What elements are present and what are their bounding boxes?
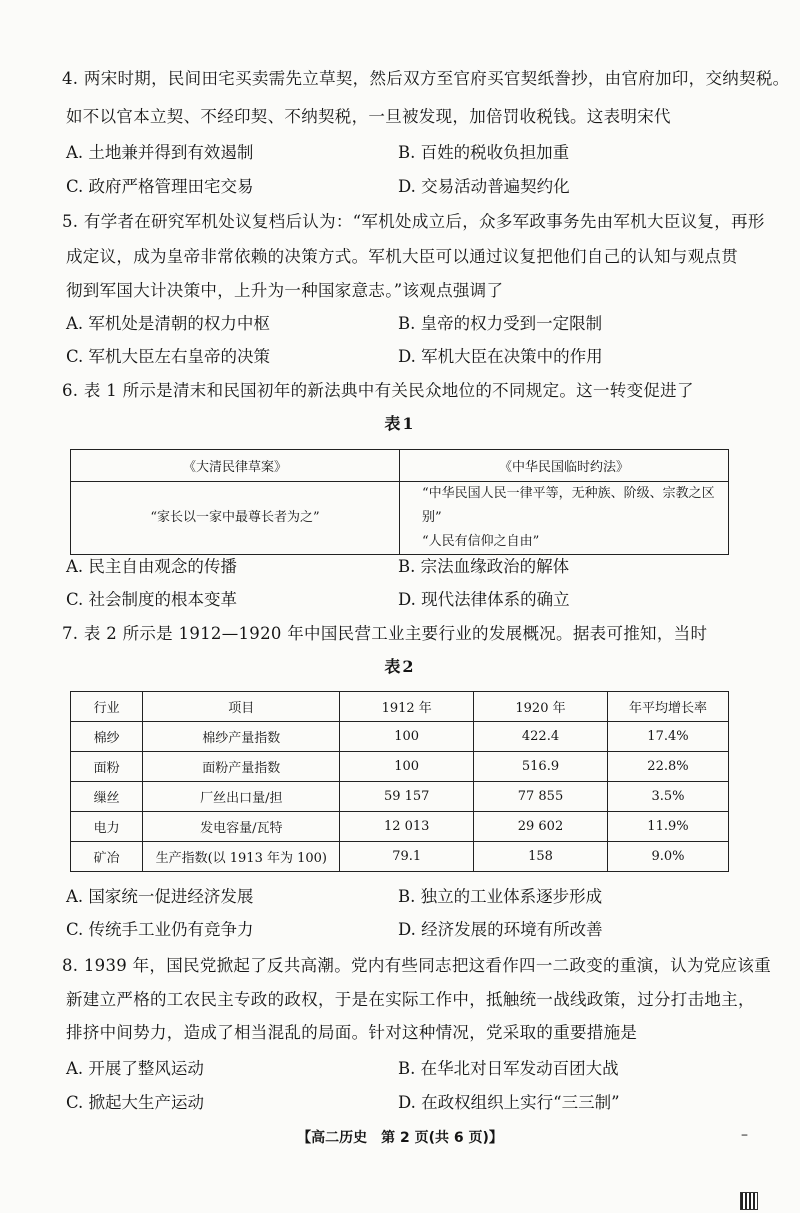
table2-cell: 59 157 (340, 782, 474, 812)
table2-cell: 11.9% (607, 812, 728, 842)
q5-stem-line1: 5. 有学者在研究军机处议复档后认为：“军机处成立后，众多军政事务先由军机大臣议复，再形 (62, 212, 765, 231)
table1-body-right-line1: “中华民国人民一律平等，无种族、阶级、宗教之区别” (422, 486, 715, 525)
table2-cell: 3.5% (607, 782, 728, 812)
q5-stem-line3: 彻到军国大计决策中，上升为一种国家意志。”该观点强调了 (66, 281, 504, 300)
table2-cell: 缫丝 (71, 782, 143, 812)
table2-cell: 发电容量/瓦特 (143, 812, 340, 842)
table2-caption: 表2 (384, 657, 416, 676)
table2-cell: 棉纱产量指数 (143, 722, 340, 752)
table2-header-1912: 1912 年 (340, 692, 474, 722)
q5-option-a: A. 军机处是清朝的权力中枢 (66, 314, 270, 333)
q7-option-d: D. 经济发展的环境有所改善 (398, 920, 603, 939)
table2-header-growth: 年平均增长率 (607, 692, 728, 722)
table2-cell: 29 602 (474, 812, 608, 842)
table1-body-left: “家长以一家中最尊长者为之” (71, 482, 400, 555)
table1-header-right: 《中华民国临时约法》 (400, 450, 729, 482)
q8-stem-line1: 8. 1939 年，国民党掀起了反共高潮。党内有些同志把这看作四一二政变的重演，认为党应该重 (62, 956, 772, 975)
q6-option-c: C. 社会制度的根本变革 (66, 590, 238, 609)
table2-cell: 12 013 (340, 812, 474, 842)
q8-option-d: D. 在政权组织上实行“三三制” (398, 1093, 620, 1112)
table1 (70, 449, 729, 555)
table2-cell: 生产指数(以 1913 年为 100) (143, 842, 340, 872)
table1-body-row (71, 482, 729, 555)
q4-option-d: D. 交易活动普遍契约化 (398, 177, 570, 196)
q8-option-a: A. 开展了整风运动 (66, 1059, 204, 1078)
table2-cell: 面粉 (71, 752, 143, 782)
table-row (71, 722, 729, 752)
table2-header-row (71, 692, 729, 722)
table2-cell: 电力 (71, 812, 143, 842)
table1-body-right (400, 482, 729, 555)
q7-stem-line1: 7. 表 2 所示是 1912—1920 年中国民营工业主要行业的发展概况。据表可推知，当时 (62, 624, 708, 643)
q8-option-c: C. 掀起大生产运动 (66, 1093, 205, 1112)
q6-stem-line1: 6. 表 1 所示是清末和民国初年的新法典中有关民众地位的不同规定。这一转变促进了 (62, 381, 694, 400)
table-row (71, 752, 729, 782)
q4-stem-line1: 4. 两宋时期，民间田宅买卖需先立草契，然后双方至官府买官契纸誊抄，由官府加印，交纳契税。 (62, 69, 790, 88)
table2-cell: 厂丝出口量/担 (143, 782, 340, 812)
table2-cell: 100 (340, 752, 474, 782)
table2-cell: 516.9 (474, 752, 608, 782)
q8-option-b: B. 在华北对日军发动百团大战 (398, 1059, 619, 1078)
table2-cell: 17.4% (607, 722, 728, 752)
footer-dash: – (741, 1127, 748, 1143)
qr-code-icon (740, 1192, 758, 1210)
q4-option-a: A. 土地兼并得到有效遏制 (66, 143, 254, 162)
q4-option-b: B. 百姓的税收负担加重 (398, 143, 570, 162)
table2-cell: 9.0% (607, 842, 728, 872)
q7-option-b: B. 独立的工业体系逐步形成 (398, 887, 603, 906)
table2-cell: 77 855 (474, 782, 608, 812)
q8-stem-line3: 排挤中间势力，造成了相当混乱的局面。针对这种情况，党采取的重要措施是 (66, 1023, 638, 1042)
table2-header-item: 项目 (143, 692, 340, 722)
table1-caption: 表1 (384, 414, 416, 433)
table-row (71, 842, 729, 872)
q4-option-c: C. 政府严格管理田宅交易 (66, 177, 254, 196)
table2-header-industry: 行业 (71, 692, 143, 722)
table2 (70, 691, 729, 872)
table1-body-right-line2: “人民有信仰之自由” (422, 534, 540, 549)
q7-option-c: C. 传统手工业仍有竞争力 (66, 920, 254, 939)
table1-header-left: 《大清民律草案》 (71, 450, 400, 482)
table2-cell: 79.1 (340, 842, 474, 872)
table2-cell: 158 (474, 842, 608, 872)
q5-stem-line2: 成定议，成为皇帝非常依赖的决策方式。军机大臣可以通过议复把他们自己的认知与观点贯 (66, 247, 738, 266)
q5-option-b: B. 皇帝的权力受到一定限制 (398, 314, 603, 333)
q5-option-d: D. 军机大臣在决策中的作用 (398, 347, 603, 366)
q6-option-b: B. 宗法血缘政治的解体 (398, 557, 570, 576)
q7-option-a: A. 国家统一促进经济发展 (66, 887, 254, 906)
table2-header-1920: 1920 年 (474, 692, 608, 722)
table2-cell: 22.8% (607, 752, 728, 782)
page-footer: 【高二历史 第 2 页(共 6 页)】 (297, 1130, 503, 1146)
table2-cell: 面粉产量指数 (143, 752, 340, 782)
table2-cell: 棉纱 (71, 722, 143, 752)
q4-stem-line2: 如不以官本立契、不经印契、不纳契税，一旦被发现，加倍罚收税钱。这表明宋代 (66, 107, 671, 126)
table1-header-row (71, 450, 729, 482)
table-row (71, 782, 729, 812)
q6-option-d: D. 现代法律体系的确立 (398, 590, 570, 609)
q8-stem-line2: 新建立严格的工农民主专政的政权，于是在实际工作中，抵触统一战线政策，过分打击地主， (66, 990, 755, 1009)
table2-cell: 422.4 (474, 722, 608, 752)
table-row (71, 812, 729, 842)
table2-cell: 100 (340, 722, 474, 752)
table2-cell: 矿冶 (71, 842, 143, 872)
q6-option-a: A. 民主自由观念的传播 (66, 557, 237, 576)
q5-option-c: C. 军机大臣左右皇帝的决策 (66, 347, 271, 366)
